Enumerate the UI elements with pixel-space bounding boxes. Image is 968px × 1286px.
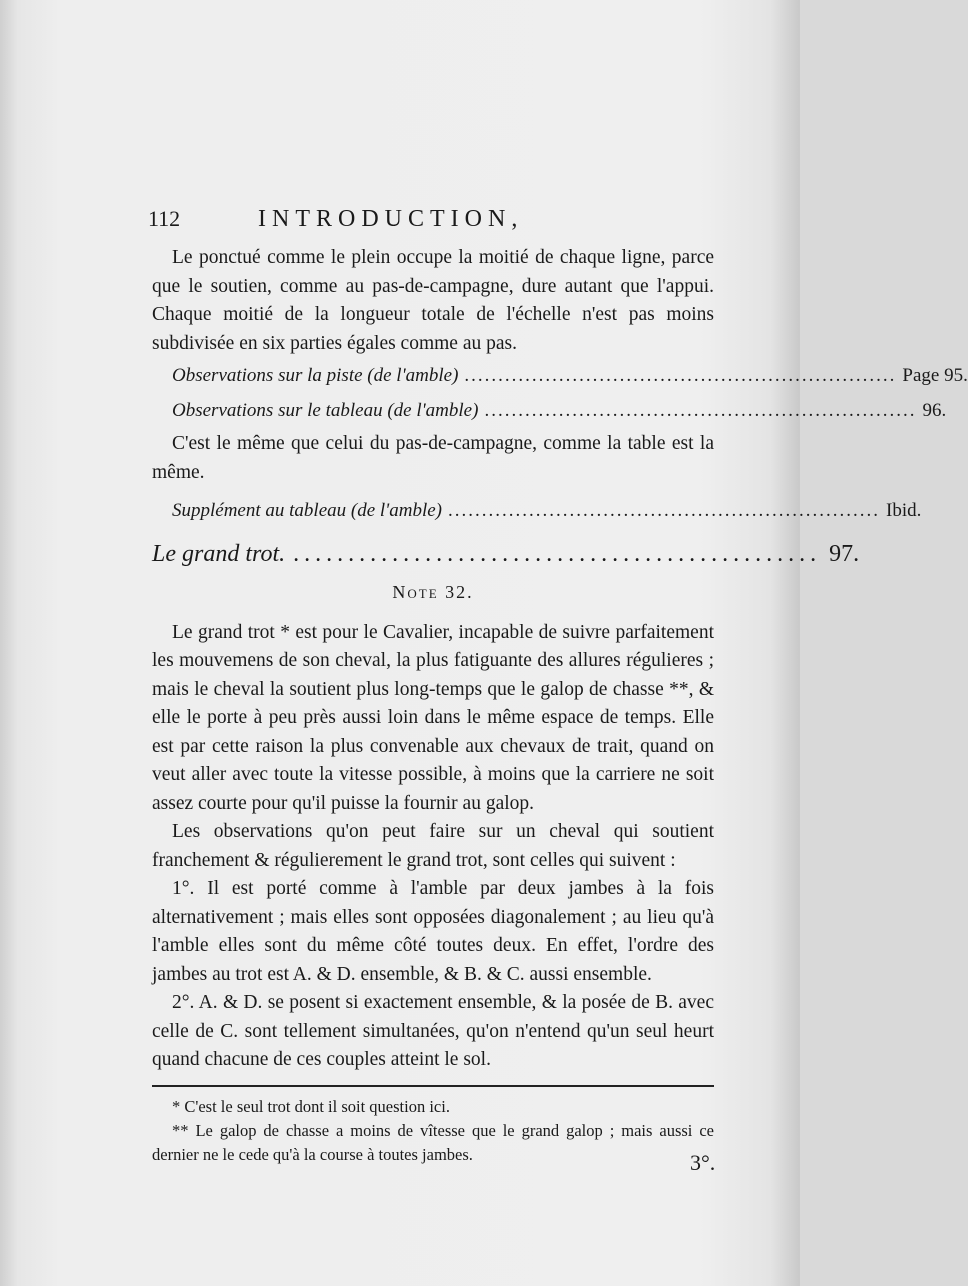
toc-page: Ibid.: [886, 500, 922, 521]
toc-entry-supplement: [172, 495, 922, 526]
toc-entry-tableau: [172, 395, 947, 426]
toc-leader: ................................................................: [448, 500, 880, 521]
section-label: Le grand trot.: [152, 541, 286, 567]
page-number: 112: [148, 206, 181, 231]
note-paragraph: Le grand trot * est pour le Cavalier, incapable de suivre parfaitement les mouvemens de son cheval, la plus fatiguante des allures régulieres ; mais le cheval la soutient plus long-temps que le galop de chasse **, & elle le porte à peu près aussi loin dans le même espace de temps. Elle est par cette raison la plus convenable aux chevaux de trait, quand on veut aller avec toute la vitesse possible, à moins que la carriere ne soit assez courte pour qu'il puisse la fournir au galop.: [152, 621, 714, 814]
note-paragraph: Les observations qu'on peut faire sur un cheval qui soutient franchement & régulierement le grand trot, sont celles qui suivent :: [152, 821, 714, 871]
section-leader: ................................................: [293, 541, 822, 567]
toc-leader: ................................................................: [464, 365, 897, 386]
intro-paragraph: Le ponctué comme le plein occupe la moitié de chaque ligne, parce que le soutien, comme au pas-de-campagne, dure autant que l'appui. Chaque moitié de la longueur totale de l'échelle n'est pas moins subdivisée en six parties égales comme au pas.: [152, 247, 714, 354]
note-title: Note 32.: [392, 582, 474, 602]
section-page: 97.: [829, 541, 860, 567]
same-paragraph: C'est le même que celui du pas-de-campagne, comme la table est la même.: [152, 433, 714, 483]
footnote-rule: [152, 1085, 714, 1087]
page-body: [152, 244, 968, 1167]
toc-entry-piste: [172, 360, 968, 391]
toc-label: Supplément au tableau (de l'amble): [172, 500, 442, 521]
note-paragraph: 1°. Il est porté comme à l'amble par deux jambes à la fois alternativement ; mais elles sont opposées diagonalement ; au lieu qu'à l'amble elles sont du même côté toutes deux. En effet, l'ordre des jambes au trot est A. & D. ensemble, & B. & C. aussi ensemble.: [152, 878, 714, 985]
toc-label: Observations sur la piste (de l'amble): [172, 365, 459, 386]
toc-label: Observations sur le tableau (de l'amble): [172, 400, 479, 421]
toc-leader: ................................................................: [484, 400, 917, 421]
toc-page: 96.: [922, 400, 947, 421]
footnote: * C'est le seul trot dont il soit question ici.: [172, 1096, 450, 1116]
running-title: INTRODUCTION,: [258, 206, 524, 232]
catchword: 3°.: [690, 1150, 716, 1175]
section-heading: [152, 534, 860, 574]
note-paragraph: 2°. A. & D. se posent si exactement ensemble, & la posée de B. avec celle de C. sont tellement simultanées, qu'on n'entend qu'un seul heurt quand chacune de ces couples atteint le sol.: [152, 992, 714, 1070]
toc-page: Page 95.: [902, 365, 968, 386]
footnote: ** Le galop de chasse a moins de vîtesse que le grand galop ; mais aussi ce dernier ne le cede qu'à la course à toutes jambes.: [152, 1120, 714, 1164]
